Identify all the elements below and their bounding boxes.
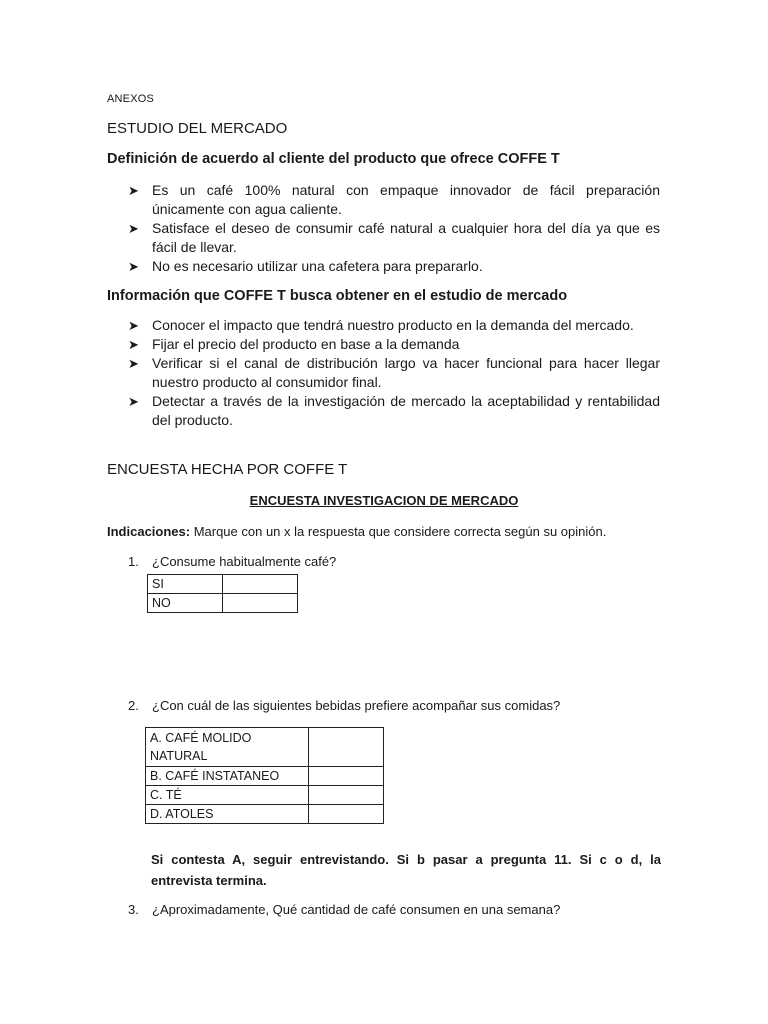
option-label: A. CAFÉ MOLIDO NATURAL bbox=[146, 728, 309, 767]
indications-text: Marque con un x la respuesta que considere correcta según su opinión. bbox=[190, 524, 607, 539]
information-heading: Información que COFFE T busca obtener en el estudio de mercado bbox=[107, 288, 568, 304]
option-label: NO bbox=[148, 594, 223, 613]
definition-list bbox=[128, 181, 660, 276]
question-text: ¿Aproximadamente, Qué cantidad de café consumen en una semana? bbox=[152, 902, 561, 917]
q2-answer-table bbox=[145, 727, 384, 824]
question-2 bbox=[128, 698, 560, 713]
survey-title: ENCUESTA INVESTIGACION DE MERCADO bbox=[249, 493, 519, 508]
list-item bbox=[128, 257, 660, 276]
table-row bbox=[148, 594, 298, 613]
arrowhead-bullet-icon: ➤ bbox=[128, 259, 139, 274]
arrowhead-bullet-icon: ➤ bbox=[128, 337, 139, 352]
arrowhead-bullet-icon: ➤ bbox=[128, 183, 139, 198]
q2-instruction-note: Si contesta A, seguir entrevistando. Si b pasar a pregunta 11. Si c o d, la entrevista termina. bbox=[151, 852, 661, 888]
question-number: 1. bbox=[128, 554, 139, 569]
option-label: B. CAFÉ INSTATANEO bbox=[146, 767, 309, 786]
question-3 bbox=[128, 902, 560, 917]
list-item bbox=[128, 219, 660, 257]
question-number: 3. bbox=[128, 902, 139, 917]
bullet-text: Fijar el precio del producto en base a la demanda bbox=[152, 336, 460, 352]
definition-heading: Definición de acuerdo al cliente del producto que ofrece COFFE T bbox=[107, 151, 560, 167]
option-label: D. ATOLES bbox=[146, 805, 309, 824]
answer-cell[interactable] bbox=[309, 728, 384, 767]
list-item bbox=[128, 181, 660, 219]
answer-cell[interactable] bbox=[223, 594, 298, 613]
answer-cell[interactable] bbox=[309, 786, 384, 805]
table-row bbox=[146, 786, 384, 805]
list-item bbox=[128, 392, 660, 430]
indications bbox=[107, 524, 606, 539]
table-row bbox=[146, 805, 384, 824]
q1-answer-table bbox=[147, 574, 298, 613]
arrowhead-bullet-icon: ➤ bbox=[128, 394, 139, 409]
list-item bbox=[128, 354, 660, 392]
arrowhead-bullet-icon: ➤ bbox=[128, 318, 139, 333]
list-item bbox=[128, 316, 660, 335]
bullet-text: No es necesario utilizar una cafetera para prepararlo. bbox=[152, 258, 483, 274]
list-item bbox=[128, 335, 660, 354]
question-1 bbox=[128, 554, 336, 569]
question-text: ¿Consume habitualmente café? bbox=[152, 554, 337, 569]
arrowhead-bullet-icon: ➤ bbox=[128, 221, 139, 236]
survey-heading: ENCUESTA HECHA POR COFFE T bbox=[107, 461, 348, 478]
bullet-text: Conocer el impacto que tendrá nuestro producto en la demanda del mercado. bbox=[152, 317, 634, 333]
question-text: ¿Con cuál de las siguientes bebidas prefiere acompañar sus comidas? bbox=[152, 698, 561, 713]
table-row bbox=[146, 767, 384, 786]
option-label: C. TÉ bbox=[146, 786, 309, 805]
information-list bbox=[128, 316, 660, 430]
table-row bbox=[146, 728, 384, 767]
bullet-text: Es un café 100% natural con empaque innovador de fácil preparación únicamente con agua caliente. bbox=[152, 182, 660, 217]
answer-cell[interactable] bbox=[309, 805, 384, 824]
option-label: SI bbox=[148, 575, 223, 594]
bullet-text: Verificar si el canal de distribución largo va hacer funcional para hacer llegar nuestro producto al consumidor final. bbox=[152, 355, 660, 390]
answer-cell[interactable] bbox=[223, 575, 298, 594]
table-row bbox=[148, 575, 298, 594]
bullet-text: Detectar a través de la investigación de mercado la aceptabilidad y rentabilidad del producto. bbox=[152, 393, 660, 428]
section-title: ESTUDIO DEL MERCADO bbox=[107, 120, 288, 137]
answer-cell[interactable] bbox=[309, 767, 384, 786]
question-number: 2. bbox=[128, 698, 139, 713]
annex-label: ANEXOS bbox=[107, 93, 155, 105]
bullet-text: Satisface el deseo de consumir café natural a cualquier hora del día ya que es fácil de llevar. bbox=[152, 220, 660, 255]
indications-label: Indicaciones: bbox=[107, 524, 191, 539]
arrowhead-bullet-icon: ➤ bbox=[128, 356, 139, 371]
